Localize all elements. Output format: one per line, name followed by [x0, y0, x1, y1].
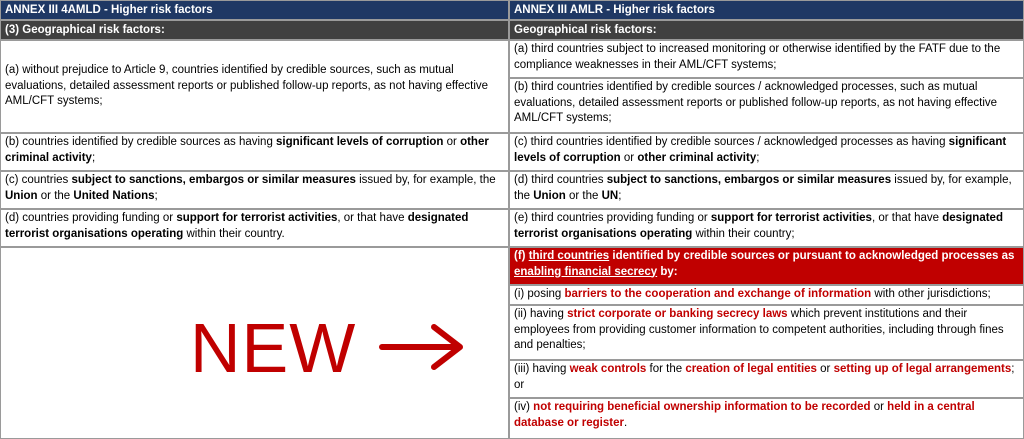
- new-label-text: NEW: [190, 309, 357, 387]
- right-row-ii: [509, 305, 1024, 360]
- right-arrow-icon: [378, 322, 468, 375]
- left-row-a-text: (a) without prejudice to Article 9, countries identified by credible sources, such as mutual evaluations, detailed assessment reports or published follow-up reports, as not having effective AML/CFT systems;: [5, 64, 489, 108]
- text-run: which prevent institutions and their employees from providing customer information to competent authorities, including through fines and penalties;: [514, 308, 1004, 351]
- text-run: , or that have: [871, 212, 943, 224]
- right-row-b: [509, 78, 1024, 133]
- text-run: ;: [756, 151, 760, 164]
- text-run: ; or: [514, 363, 1015, 391]
- bold-run: other criminal activity: [637, 151, 757, 164]
- left-row-d: [0, 209, 509, 247]
- bold-run: subject to sanctions, embargos or similar measures: [71, 174, 356, 186]
- bold-run: other criminal activity: [5, 136, 489, 164]
- bold-run: subject to sanctions, embargos or similar measures: [606, 174, 892, 186]
- text-run: or the: [565, 189, 602, 202]
- text-run: .: [623, 416, 628, 429]
- right-row-iii: [509, 360, 1024, 398]
- text-run: (iv): [514, 401, 534, 413]
- underline-run: enabling financial secrecy: [514, 265, 658, 278]
- red-run: barriers to the cooperation and exchange of information: [564, 288, 872, 300]
- text-run: (e) third countries providing funding or: [514, 212, 711, 224]
- text-run: (c) countries: [5, 174, 72, 186]
- text-run: (c) third countries identified by credible sources / acknowledged processes as having: [514, 136, 949, 148]
- new-label: [190, 308, 490, 388]
- text-run: (iii) having: [514, 363, 570, 375]
- text-run: , or that have: [337, 212, 408, 224]
- text-run: issued by, for example, the: [514, 174, 1012, 202]
- bold-run: Union: [5, 189, 38, 202]
- bold-run: support for terrorist activities: [710, 212, 872, 224]
- right-row-i: [509, 285, 1024, 305]
- red-run: not requiring beneficial ownership information to be recorded: [533, 401, 871, 413]
- right-row-e: [509, 209, 1024, 247]
- text-run: (i) posing: [514, 288, 565, 300]
- left-subheader-text: (3) Geographical risk factors:: [5, 24, 165, 36]
- right-header-text: ANNEX III AMLR - Higher risk factors: [514, 4, 715, 16]
- right-header: [509, 0, 1024, 20]
- text-run: or: [870, 401, 888, 413]
- text-run: (ii) having: [514, 308, 568, 320]
- text-run: with other jurisdictions;: [871, 288, 991, 300]
- bold-run: Union: [533, 189, 566, 202]
- bold-run: significant levels of corruption: [514, 136, 1007, 164]
- underline-run: third countries: [528, 250, 610, 262]
- bold-run: designated terrorist organisations operating: [5, 212, 469, 240]
- text-run: or: [443, 136, 461, 148]
- red-run: strict corporate or banking secrecy laws: [567, 308, 788, 320]
- right-row-c: [509, 133, 1024, 171]
- left-header-text: ANNEX III 4AMLD - Higher risk factors: [5, 4, 213, 16]
- red-run: creation of legal entities: [685, 363, 817, 375]
- left-row-c: [0, 171, 509, 209]
- bold-run: significant levels of corruption: [276, 136, 444, 148]
- text-run: (d) third countries: [514, 174, 607, 186]
- red-run: weak controls: [569, 363, 647, 375]
- text-run: for the: [646, 363, 686, 375]
- bold-run: designated terrorist organisations operating: [514, 212, 1003, 240]
- text-run: or: [620, 151, 638, 164]
- right-row-a-text: (a) third countries subject to increased monitoring or otherwise identified by the FATF due to the compliance weaknesses in their AML/CFT systems;: [514, 43, 1001, 71]
- text-run: (f): [514, 250, 529, 262]
- text-run: within their country.: [183, 227, 285, 240]
- right-subheader: [509, 20, 1024, 40]
- red-run: setting up of legal arrangements: [833, 363, 1012, 375]
- text-run: ;: [91, 151, 96, 164]
- text-run: identified by credible sources or pursuant to acknowledged processes as: [609, 250, 1015, 262]
- text-run: issued by, for example, the: [355, 174, 496, 186]
- right-row-d: [509, 171, 1024, 209]
- right-row-iv: [509, 398, 1024, 439]
- right-row-f: [509, 247, 1024, 285]
- bold-run: UN: [601, 189, 619, 202]
- left-subheader: [0, 20, 509, 40]
- right-subheader-text: Geographical risk factors:: [514, 24, 657, 36]
- text-run: or the: [37, 189, 74, 202]
- bold-run: United Nations: [73, 189, 155, 202]
- bold-run: support for terrorist activities: [176, 212, 338, 224]
- text-run: by:: [657, 265, 678, 278]
- right-row-b-text: (b) third countries identified by credible sources / acknowledged processes, such as mutual evaluations, detailed assessment reports or published follow-up reports, as not having effective AML/CFT systems;: [514, 81, 998, 124]
- red-run: held in a central database or register: [514, 401, 975, 429]
- text-run: ;: [154, 189, 158, 202]
- text-run: within their country;: [692, 227, 795, 240]
- text-run: (b) countries identified by credible sources as having: [5, 136, 277, 148]
- text-run: or: [816, 363, 834, 375]
- left-header: [0, 0, 509, 20]
- left-row-a: [0, 40, 509, 133]
- text-run: ;: [618, 189, 622, 202]
- left-row-b: [0, 133, 509, 171]
- right-row-a: [509, 40, 1024, 78]
- text-run: (d) countries providing funding or: [5, 212, 177, 224]
